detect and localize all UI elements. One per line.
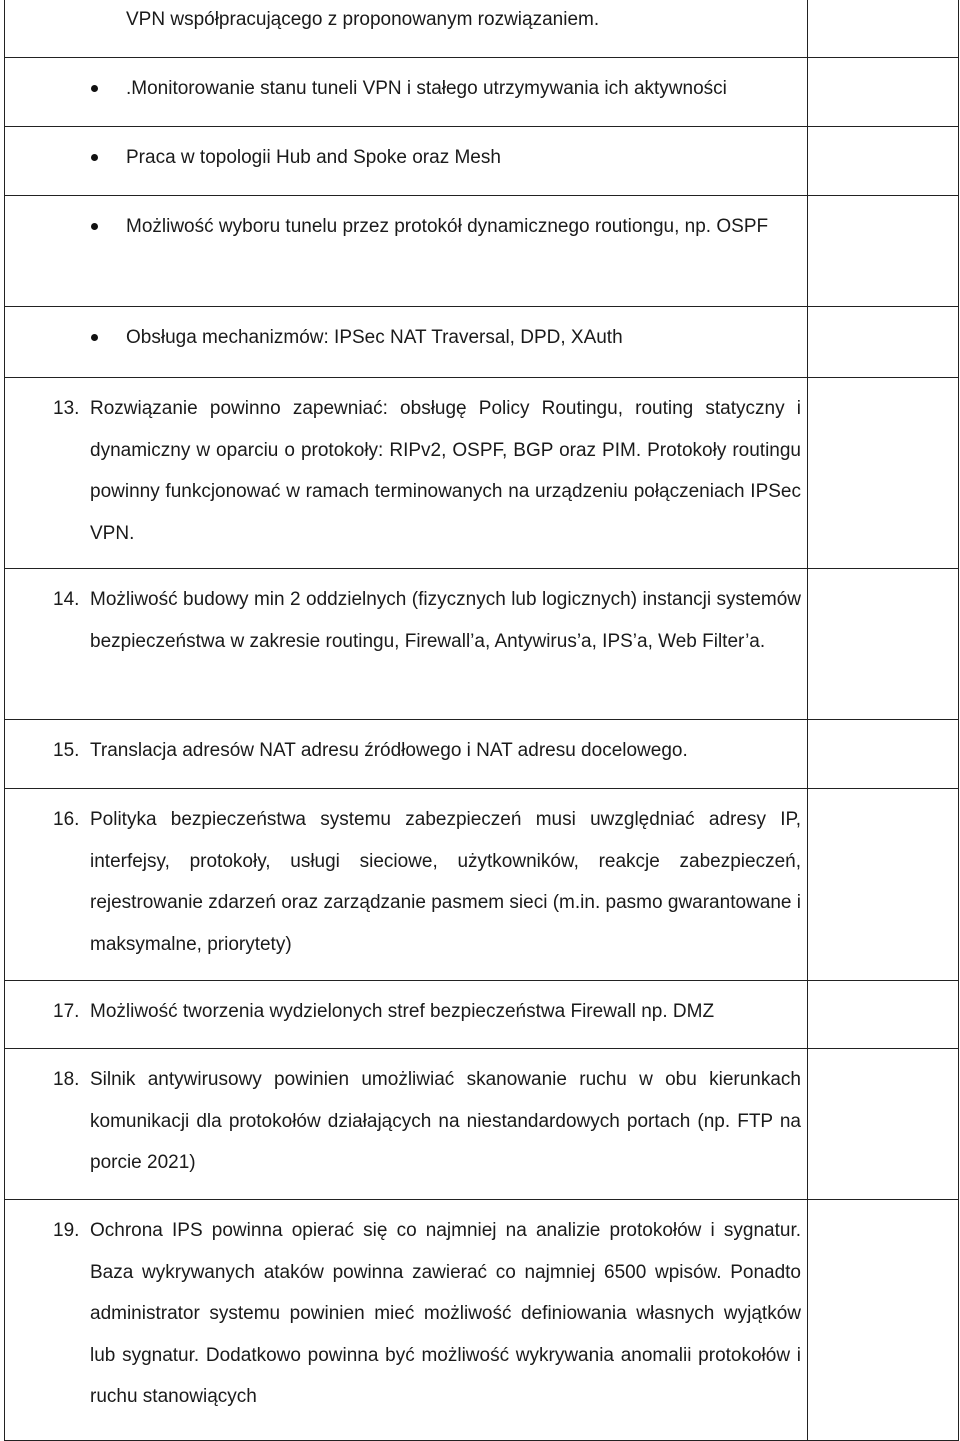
table-row <box>5 1200 959 1441</box>
requirement-cell <box>5 0 808 58</box>
table-row <box>5 378 959 569</box>
item-number: 14. <box>53 589 80 610</box>
answer-cell[interactable] <box>808 1049 959 1200</box>
continuation-text: VPN współpracującego z proponowanym rozwiązaniem. <box>126 9 600 30</box>
answer-cell[interactable] <box>808 720 959 789</box>
bullet-icon <box>91 85 98 92</box>
item-number: 18. <box>53 1069 80 1090</box>
table-row <box>5 0 959 58</box>
answer-cell[interactable] <box>808 127 959 196</box>
table-row <box>5 720 959 789</box>
table-row <box>5 569 959 720</box>
bullet-item: .Monitorowanie stanu tuneli VPN i stałego utrzymywania ich aktywności <box>5 58 807 110</box>
table-row <box>5 789 959 981</box>
requirement-cell <box>5 720 808 789</box>
table-row <box>5 58 959 127</box>
specification-table <box>4 0 959 1441</box>
bullet-icon <box>91 334 98 341</box>
requirement-cell <box>5 1200 808 1441</box>
numbered-item: 13. Rozwiązanie powinno zapewniać: obsługę Policy Routingu, routing statyczny i dynamiczny w oparciu o protokoły: RIPv2, OSPF, BGP oraz PIM. Protokoły routingu powinny funkcjonować w ramach terminowanych na urządzeniu połączeniach IPSec VPN. <box>5 378 807 554</box>
bullet-item: Praca w topologii Hub and Spoke oraz Mesh <box>5 127 807 179</box>
numbered-item: 17. Możliwość tworzenia wydzielonych stref bezpieczeństwa Firewall np. DMZ <box>5 981 807 1033</box>
item-number: 16. <box>53 809 80 830</box>
numbered-item: 14. Możliwość budowy min 2 oddzielnych (fizycznych lub logicznych) instancji systemów bezpieczeństwa w zakresie routingu, Firewall’a, Antywirus’a, IPS’a, Web Filter’a. <box>5 569 807 662</box>
item-number: 13. <box>53 398 80 419</box>
answer-cell[interactable] <box>808 307 959 378</box>
item-number: 17. <box>53 1001 80 1022</box>
bullet-item: Obsługa mechanizmów: IPSec NAT Traversal, DPD, XAuth <box>5 307 807 359</box>
answer-cell[interactable] <box>808 58 959 127</box>
requirement-cell <box>5 307 808 378</box>
answer-cell[interactable] <box>808 378 959 569</box>
item-number: 15. <box>53 740 80 761</box>
requirement-cell <box>5 378 808 569</box>
item-number: 19. <box>53 1220 80 1241</box>
bullet-icon <box>91 223 98 230</box>
answer-cell[interactable] <box>808 569 959 720</box>
answer-cell[interactable] <box>808 196 959 307</box>
requirement-cell <box>5 127 808 196</box>
table-row <box>5 307 959 378</box>
numbered-item: 16. Polityka bezpieczeństwa systemu zabezpieczeń musi uwzględniać adresy IP, interfejsy, protokoły, usługi sieciowe, użytkowników, reakcje zabezpieczeń, rejestrowanie zdarzeń oraz zarządzanie pasmem sieci (m.in. pasmo gwarantowane i maksymalne, priorytety) <box>5 789 807 965</box>
numbered-item: 19. Ochrona IPS powinna opierać się co najmniej na analizie protokołów i sygnatur. Baza wykrywanych ataków powinna zawierać co najmniej 6500 wpisów. Ponadto administrator systemu powinien mieć możliwość definiowania własnych wyjątków lub sygnatur. Dodatkowo powinna być możliwość wykrywania anomalii protokołów i ruchu stanowiących <box>5 1200 807 1418</box>
requirement-cell <box>5 789 808 981</box>
table-row <box>5 127 959 196</box>
numbered-item: 18. Silnik antywirusowy powinien umożliwiać skanowanie ruchu w obu kierunkach komunikacji dla protokołów działających na niestandardowych portach (np. FTP na porcie 2021) <box>5 1049 807 1184</box>
table-row <box>5 196 959 307</box>
answer-cell[interactable] <box>808 0 959 58</box>
requirement-cell <box>5 196 808 307</box>
answer-cell[interactable] <box>808 1200 959 1441</box>
requirement-cell <box>5 58 808 127</box>
bullet-icon <box>91 154 98 161</box>
bullet-item: Możliwość wyboru tunelu przez protokół dynamicznego routiongu, np. OSPF <box>5 196 807 248</box>
answer-cell[interactable] <box>808 789 959 981</box>
answer-cell[interactable] <box>808 981 959 1049</box>
numbered-item: 15. Translacja adresów NAT adresu źródłowego i NAT adresu docelowego. <box>5 720 807 772</box>
table-row <box>5 1049 959 1200</box>
requirement-cell <box>5 1049 808 1200</box>
requirement-cell <box>5 981 808 1049</box>
requirement-cell <box>5 569 808 720</box>
table-row <box>5 981 959 1049</box>
